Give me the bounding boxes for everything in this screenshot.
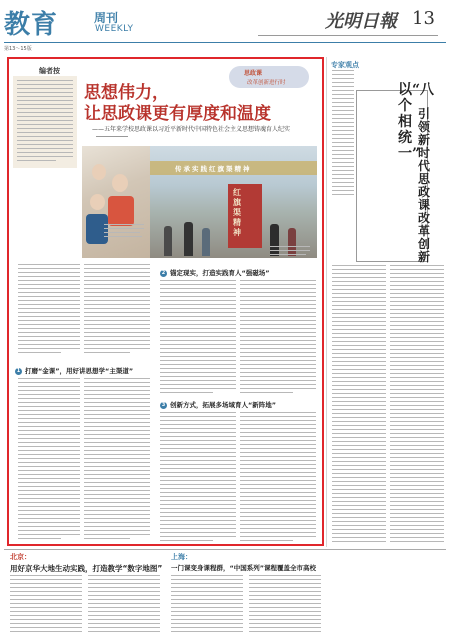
right-column-text-b: [332, 265, 386, 545]
section-subtitle: 周刊: [94, 11, 119, 25]
section-heading-1-text: 打磨“金课”，用好讲思想学“主渠道”: [25, 367, 134, 375]
shanghai-story-location: 上海：: [171, 553, 192, 561]
editor-note-label: 编者按: [39, 67, 60, 75]
section-heading-3-text: 创新方式，拓展多场域育人“新阵地”: [170, 401, 277, 409]
headline-line-1: 思想伟力，: [84, 83, 169, 103]
shanghai-story-text-b: [249, 575, 321, 635]
opinion-section-label: 专家观点: [331, 61, 359, 69]
red-exhibit-panel-text: 红旗渠精神: [233, 188, 241, 237]
highlight-frame: [7, 57, 324, 546]
shanghai-story-text-a: [171, 575, 243, 635]
opinion-title-line-1: 以“八个相统一”: [398, 82, 435, 162]
section-number-2: 2: [161, 269, 166, 276]
masthead-divider: [4, 42, 446, 43]
section-number-1: 1: [16, 367, 21, 374]
opinion-title-line-2: 引领新时代思政课改革创新: [418, 107, 431, 264]
section-heading-2-text: 锚定现实，打造实践育人“强磁场”: [170, 269, 270, 277]
right-column-text-a: [332, 70, 354, 198]
shanghai-story-title: 一门课变身课程群，“中国系列”课程覆盖全市高校: [171, 564, 317, 572]
exhibition-banner-text: 传承实践红旗渠精神: [175, 165, 252, 173]
beijing-story-text-a: [10, 575, 82, 635]
beijing-story-location: 北京：: [10, 553, 31, 561]
beijing-story-text-b: [88, 575, 160, 635]
date-line: [258, 33, 446, 36]
kicker-subtitle: 改革创新进行时: [247, 80, 286, 86]
section-title: 教育: [4, 10, 59, 40]
beijing-story-title: 用好京华大地生动实践，打造教学“数字地图”: [10, 564, 163, 573]
section-english-label: WEEKLY: [95, 24, 134, 34]
newspaper-logo: 光明日報: [325, 11, 397, 32]
right-column-text-c: [390, 265, 444, 545]
page-range: 第13～15版: [4, 46, 32, 52]
subheadline: ——五年来学校思政课以习近平新时代中国特色社会主义思想铸魂育人纪实: [92, 126, 291, 133]
bottom-divider: [4, 549, 446, 550]
page-number: 13: [412, 8, 435, 29]
column-divider: [326, 57, 327, 547]
headline-line-2: 让思政课更有厚度和温度: [84, 104, 271, 124]
kicker-title: 思政课: [244, 70, 263, 77]
section-number-3: 3: [161, 401, 166, 408]
